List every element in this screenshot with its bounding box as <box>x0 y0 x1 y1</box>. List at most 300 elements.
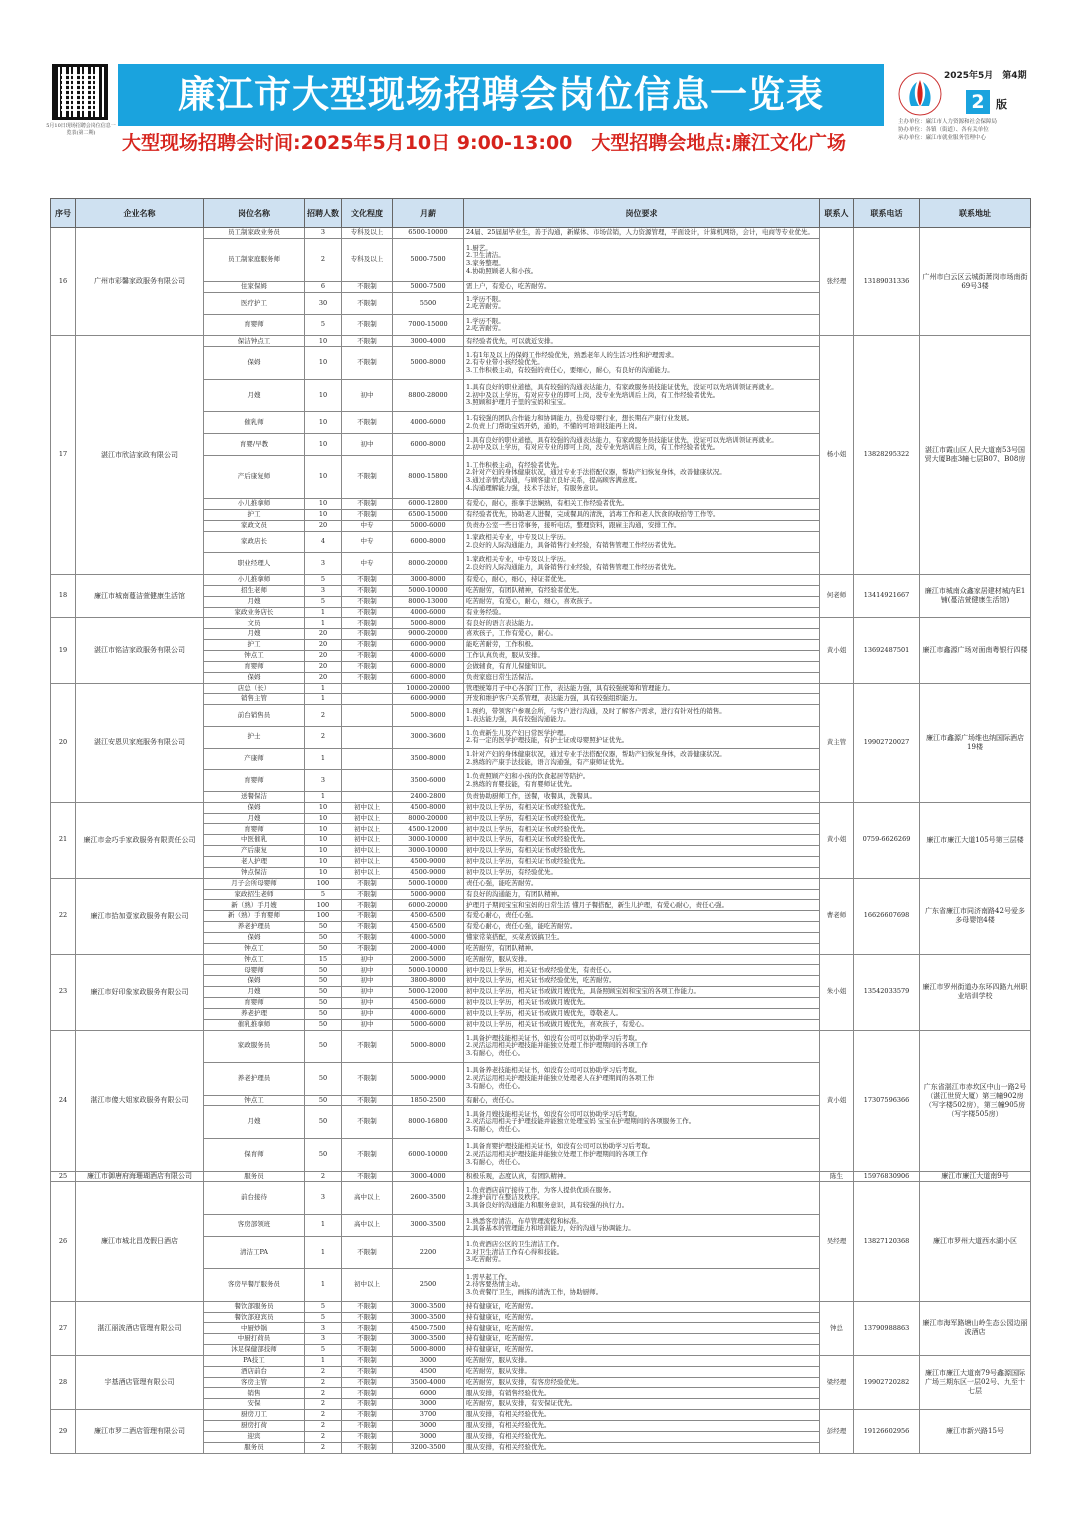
page-title: 廉江市大型现场招聘会岗位信息一览表 <box>118 64 884 126</box>
contact-phone: 19902720282 <box>854 1355 920 1409</box>
company-name: 湛江丽波酒店管理有限公司 <box>76 1301 204 1355</box>
requirement-line: 初中及以上学历，有相关证书或经验优先。 <box>466 824 590 833</box>
company-name: 宇基酒店管理有限公司 <box>76 1355 204 1409</box>
position-name: 母婴师 <box>204 965 305 976</box>
logo-icon <box>897 72 943 116</box>
contact-address: 廉江市廉江大道南79号鑫源国际广场三期东区一层02号、九至十七层 <box>920 1355 1031 1409</box>
hiring-count: 1 <box>305 607 342 618</box>
contact-phone: 0759-6626269 <box>854 802 920 878</box>
hiring-count: 2 <box>305 705 342 727</box>
monthly-salary: 2000-5000 <box>393 954 464 965</box>
monthly-salary: 3000-3500 <box>393 1214 464 1236</box>
hiring-count: 50 <box>305 1008 342 1019</box>
education-level: 不限制 <box>342 878 393 889</box>
hiring-count: 3 <box>305 1182 342 1215</box>
position-name: 育婴师 <box>204 661 305 672</box>
monthly-salary: 4500-8000 <box>393 802 464 813</box>
requirement-line: 2.卫生清洁。 <box>466 251 505 260</box>
education-level: 高中以上 <box>342 1214 393 1236</box>
organizers <box>898 118 997 142</box>
contact-address: 廉江市罗州大道西水湖小区 <box>920 1182 1031 1301</box>
page-header <box>0 0 1080 170</box>
requirement-line: 1.有1年及以上的保姆工作经验优先，熟悉老年人的生活习性和护理需求。 <box>466 350 678 359</box>
monthly-salary: 5500 <box>393 293 464 315</box>
position-name: 前台接待 <box>204 1182 305 1215</box>
education-level: 不限制 <box>342 1334 393 1345</box>
monthly-salary: 2600-3500 <box>393 1182 464 1215</box>
company-number: 23 <box>51 954 76 1030</box>
requirement-line: 有爱心耐心，责任心强。 <box>466 911 538 920</box>
monthly-salary: 2400-2800 <box>393 791 464 802</box>
hiring-count: 2 <box>305 238 342 281</box>
requirement-line: 1.熟悉客房清洁，布草管理流程和标准。 <box>466 1216 583 1225</box>
education-level: 初中 <box>342 976 393 987</box>
hiring-count: 5 <box>305 596 342 607</box>
education-level: 不限制 <box>342 650 393 661</box>
hiring-count: 20 <box>305 640 342 651</box>
education-level: 不限制 <box>342 1442 393 1453</box>
education-level: 不限制 <box>342 293 393 315</box>
hiring-count: 5 <box>305 889 342 900</box>
requirement-line: 服从安排，有相关经验优先。 <box>466 1431 551 1440</box>
hiring-count: 3 <box>305 770 342 792</box>
contact-phone: 13414921667 <box>854 575 920 618</box>
hiring-count: 2 <box>305 1442 342 1453</box>
hiring-count: 1 <box>305 1214 342 1236</box>
contact-address: 廉江市鑫源广场对面南粤银行四楼 <box>920 618 1031 683</box>
requirement-line: 2.有一定的医学护理技能，有护士证或母婴照护证优先。 <box>466 736 629 745</box>
position-name: 产后康复 <box>204 846 305 857</box>
requirement-line: 服从安排，有相关经验优先。 <box>466 1442 551 1451</box>
position-requirements <box>464 900 820 911</box>
education-level: 初中 <box>342 965 393 976</box>
position-name: 医疗护工 <box>204 293 305 315</box>
education-level: 不限制 <box>342 510 393 521</box>
contact-address: 湛江市霞山区人民大道南53号国贸大厦B座3幢七层B07、B08房 <box>920 336 1031 575</box>
hiring-count: 10 <box>305 455 342 498</box>
hiring-count: 2 <box>305 1431 342 1442</box>
hiring-count: 10 <box>305 412 342 434</box>
position-name: 家政招生老师 <box>204 889 305 900</box>
organizer-line: 协办单位：各镇（街道）、各有关单位 <box>898 127 989 133</box>
position-name: 催乳师 <box>204 412 305 434</box>
hiring-count: 1 <box>305 791 342 802</box>
monthly-salary: 3800-8000 <box>393 976 464 987</box>
education-level: 初中 <box>342 997 393 1008</box>
position-requirements <box>464 997 820 1008</box>
education-level: 不限制 <box>342 943 393 954</box>
monthly-salary: 8000-15800 <box>393 455 464 498</box>
monthly-salary: 5000-7500 <box>393 282 464 293</box>
table-row <box>51 1301 1031 1312</box>
contact-phone: 19902720027 <box>854 683 920 802</box>
position-requirements <box>464 412 820 434</box>
education-level: 不限制 <box>342 1399 393 1410</box>
education-level: 不限制 <box>342 1377 393 1388</box>
position-requirements <box>464 943 820 954</box>
requirement-line: 吃苦耐劳，有爱心，耐心，细心，喜欢孩子。 <box>466 596 596 605</box>
contact-phone: 15976830906 <box>854 1171 920 1182</box>
position-name: 厨房刀工 <box>204 1410 305 1421</box>
monthly-salary: 6000-20000 <box>393 900 464 911</box>
contact-address: 廉江市新兴路15号 <box>920 1410 1031 1453</box>
position-name: 月嫂 <box>204 813 305 824</box>
requirement-line: 2.有专业带小孩经验优先。 <box>466 358 544 367</box>
position-requirements <box>464 575 820 586</box>
requirement-line: 初中及以上学历，相关证书或做月嫂优先，具备照顾宝妈和宝宝的各项工作能力。 <box>466 987 700 996</box>
position-name: 催乳推拿师 <box>204 1019 305 1030</box>
monthly-salary: 3000 <box>393 1420 464 1431</box>
position-name: 钟点保洁 <box>204 867 305 878</box>
requirement-line: 吃苦耐劳，有团队精神，有经验者优先。 <box>466 586 583 595</box>
contact-address: 广东省廉江市同济南路42号爱多多母婴馆4楼 <box>920 878 1031 954</box>
position-name: 月嫂 <box>204 987 305 998</box>
table-row <box>51 336 1031 347</box>
position-requirements <box>464 824 820 835</box>
education-level <box>342 748 393 770</box>
monthly-salary: 8800-28000 <box>393 379 464 412</box>
requirement-line: 1.具备育婴护理技能相关证书，如没有公司可以协助学习后考取。 <box>466 1142 655 1151</box>
hiring-count: 10 <box>305 379 342 412</box>
table-row <box>51 878 1031 889</box>
monthly-salary: 3000-8000 <box>393 575 464 586</box>
education-level: 不限制 <box>342 1410 393 1421</box>
position-requirements <box>464 1214 820 1236</box>
hiring-count: 100 <box>305 878 342 889</box>
monthly-salary: 4500-7500 <box>393 1323 464 1334</box>
monthly-salary: 4500-6000 <box>393 997 464 1008</box>
column-header: 岗位名称 <box>204 199 305 228</box>
education-level: 初中以上 <box>342 867 393 878</box>
hiring-count: 50 <box>305 1063 342 1096</box>
position-requirements <box>464 791 820 802</box>
position-name: 保姆 <box>204 672 305 683</box>
position-name: 产康师 <box>204 748 305 770</box>
contact-phone: 16626607698 <box>854 878 920 954</box>
contact-person: 张经理 <box>820 228 854 336</box>
position-requirements <box>464 835 820 846</box>
education-level: 不限制 <box>342 412 393 434</box>
company-name: 湛江市铭洁家政服务有限公司 <box>76 618 204 683</box>
position-requirements <box>464 748 820 770</box>
position-name: 育婴师 <box>204 770 305 792</box>
position-name: 服务员 <box>204 1442 305 1453</box>
contact-person: 曹老师 <box>820 878 854 954</box>
column-header: 文化程度 <box>342 199 393 228</box>
position-requirements <box>464 672 820 683</box>
contact-address: 廉江市罗州街道办东环四路九州职业培训学校 <box>920 954 1031 1030</box>
requirement-line: 1.家政相关专业，中专及以上学历。 <box>466 533 570 542</box>
position-requirements <box>464 336 820 347</box>
education-level <box>342 770 393 792</box>
company-number: 27 <box>51 1301 76 1355</box>
position-name: 店总（长） <box>204 683 305 694</box>
position-requirements <box>464 1410 820 1421</box>
contact-phone: 19126602956 <box>854 1410 920 1453</box>
column-header: 企业名称 <box>76 199 204 228</box>
monthly-salary: 5000-7500 <box>393 238 464 281</box>
monthly-salary: 1850-2500 <box>393 1095 464 1106</box>
hiring-count: 6 <box>305 282 342 293</box>
position-name: 家政文员 <box>204 520 305 531</box>
requirement-line: 有经验者优先，协助老人进餐，完成餐具的清洗，消毒工作和老人饮食的收拾等工作等。 <box>466 510 720 519</box>
hiring-count: 3 <box>305 553 342 575</box>
position-name: 钟点工 <box>204 1095 305 1106</box>
education-level: 不限制 <box>342 1171 393 1182</box>
monthly-salary: 3500-4000 <box>393 1377 464 1388</box>
table-row <box>51 1410 1031 1421</box>
position-requirements <box>464 293 820 315</box>
position-requirements <box>464 1171 820 1182</box>
hiring-count: 2 <box>305 1366 342 1377</box>
requirement-line: 2.灵活运用相关护理技能并能独立处理工作护理期间的各项工作 <box>466 1149 648 1158</box>
requirement-line: 初中及以上学历，相关证书或经验优先，吃苦耐劳。 <box>466 976 616 985</box>
requirement-line: 初中及以上学历，有相关证书或经验优先。 <box>466 813 590 822</box>
monthly-salary: 2500 <box>393 1269 464 1302</box>
position-name: 客房早餐厅服务员 <box>204 1269 305 1302</box>
requirement-line: 1.具有良好的职业道德，具有较强的沟通表达能力，有家政服务员技能证优先，没证可以先培训领证再就业。 <box>466 383 778 392</box>
position-requirements <box>464 650 820 661</box>
requirement-line: 能吃苦耐劳，工作积极。 <box>466 640 538 649</box>
education-level: 初中以上 <box>342 802 393 813</box>
monthly-salary: 8000-20000 <box>393 813 464 824</box>
contact-person: 黄小姐 <box>820 618 854 683</box>
requirement-line: 1.学历不限。 <box>466 316 505 325</box>
monthly-salary: 3000-3600 <box>393 726 464 748</box>
company-number: 22 <box>51 878 76 954</box>
education-level: 初中以上 <box>342 813 393 824</box>
hiring-count: 10 <box>305 434 342 456</box>
position-requirements <box>464 1420 820 1431</box>
monthly-salary: 6000-10000 <box>393 1138 464 1171</box>
requirement-line: 负责协助厨师工作，送餐，收餐具，洗餐具。 <box>466 792 596 801</box>
requirement-line: 初中及以上学历，有相关证书或经验优先。 <box>466 802 590 811</box>
requirement-line: 服从安排，有相关经验优先。 <box>466 1421 551 1430</box>
position-name: 沐足保健部技师 <box>204 1345 305 1356</box>
position-requirements <box>464 510 820 521</box>
hiring-count: 5 <box>305 575 342 586</box>
column-header: 联系地址 <box>920 199 1031 228</box>
position-requirements <box>464 379 820 412</box>
requirement-line: 3.吃苦耐劳。 <box>466 1255 505 1264</box>
education-level: 不限制 <box>342 1312 393 1323</box>
monthly-salary: 6000-8000 <box>393 434 464 456</box>
education-level: 中专 <box>342 531 393 553</box>
position-requirements <box>464 1063 820 1096</box>
position-name: 育婴师 <box>204 997 305 1008</box>
monthly-salary: 5000-8000 <box>393 618 464 629</box>
education-level: 初中 <box>342 954 393 965</box>
requirement-line: 初中及以上学历，有经验优先。 <box>466 867 557 876</box>
position-requirements <box>464 802 820 813</box>
hiring-count: 5 <box>305 314 342 336</box>
qr-code-image <box>52 64 108 120</box>
hiring-count: 5 <box>305 1301 342 1312</box>
position-requirements <box>464 347 820 380</box>
requirement-line: 2.初中及以上学历，有对应专业的即可上岗，没专业先培训后上岗，有工作经验者优先。 <box>466 390 720 399</box>
hiring-count: 10 <box>305 802 342 813</box>
position-name: 招生老师 <box>204 585 305 596</box>
monthly-salary: 5000-9000 <box>393 1063 464 1096</box>
position-requirements <box>464 553 820 575</box>
position-name: 钟点工 <box>204 954 305 965</box>
hiring-count: 3 <box>305 1334 342 1345</box>
hiring-count: 10 <box>305 857 342 868</box>
monthly-salary: 5000-10000 <box>393 878 464 889</box>
hiring-count: 20 <box>305 672 342 683</box>
contact-address: 廉江市海军路塘山岭生态公园边丽波酒店 <box>920 1301 1031 1355</box>
hiring-count: 50 <box>305 922 342 933</box>
education-level: 不限制 <box>342 1106 393 1139</box>
monthly-salary: 4500-6500 <box>393 911 464 922</box>
position-requirements <box>464 596 820 607</box>
position-name: 育婴师 <box>204 314 305 336</box>
position-requirements <box>464 1301 820 1312</box>
page-number: 2 <box>966 90 990 114</box>
education-level: 不限制 <box>342 1301 393 1312</box>
hiring-count: 10 <box>305 846 342 857</box>
monthly-salary: 6000-8000 <box>393 661 464 672</box>
monthly-salary: 8000-16800 <box>393 1106 464 1139</box>
requirement-line: 有业务经验。 <box>466 607 505 616</box>
hiring-count: 3 <box>305 228 342 239</box>
company-name: 湛江市傻大姐家政服务有限公司 <box>76 1030 204 1171</box>
position-requirements <box>464 1345 820 1356</box>
contact-person: 梁经理 <box>820 1355 854 1409</box>
company-number: 16 <box>51 228 76 336</box>
position-requirements <box>464 228 820 239</box>
position-requirements <box>464 867 820 878</box>
company-number: 20 <box>51 683 76 802</box>
contact-phone: 13827120368 <box>854 1182 920 1301</box>
position-name: 安保 <box>204 1399 305 1410</box>
education-level: 不限制 <box>342 1366 393 1377</box>
requirement-line: 吃苦耐劳，服从安排，有安保证优先。 <box>466 1399 577 1408</box>
requirement-line: 3.有耐心，责任心。 <box>466 1081 525 1090</box>
position-name: 月嫂 <box>204 379 305 412</box>
requirement-line: 负责家庭日常生活保洁。 <box>466 672 538 681</box>
requirement-line: 初中及以上学历，相关证书或经验优先，有责任心。 <box>466 965 616 974</box>
organizer-line: 主办单位：廉江市人力资源和社会保障局 <box>898 119 998 125</box>
education-level: 不限制 <box>342 889 393 900</box>
hiring-count: 50 <box>305 965 342 976</box>
company-number: 18 <box>51 575 76 618</box>
requirement-line: 2.对卫生清洁工作有心得和技能。 <box>466 1247 564 1256</box>
requirement-line: 懂家常菜搭配，买菜煮饭搞卫生。 <box>466 933 564 942</box>
position-name: 护工 <box>204 510 305 521</box>
contact-address: 廉江市廉江大道南9号 <box>920 1171 1031 1182</box>
position-name: 养老护理员 <box>204 922 305 933</box>
position-requirements <box>464 770 820 792</box>
contact-person: 钟总 <box>820 1301 854 1355</box>
position-name: 月嫂 <box>204 1106 305 1139</box>
qr-caption: 5月10日现场招聘会岗位信息一览表(第二期) <box>46 123 116 136</box>
hiring-count: 50 <box>305 943 342 954</box>
monthly-salary: 8000-13000 <box>393 596 464 607</box>
hiring-count: 50 <box>305 1095 342 1106</box>
column-header: 联系人 <box>820 199 854 228</box>
monthly-salary: 2000-4000 <box>393 943 464 954</box>
requirement-line: 4.沟通理解能力强，技术手法好，有服务意识。 <box>466 483 603 492</box>
table-row <box>51 1030 1031 1063</box>
monthly-salary: 3000-3500 <box>393 1312 464 1323</box>
contact-person: 黄小姐 <box>820 802 854 878</box>
contact-address: 廉江市城南众鑫家居建材城内E1铺(蔓洁萱健康生活馆) <box>920 575 1031 618</box>
contact-phone: 13790988863 <box>854 1301 920 1355</box>
hiring-count: 2 <box>305 1420 342 1431</box>
requirement-line: 初中及以上学历，相关证书或做月嫂优先。 <box>466 998 590 1007</box>
position-name: 月嫂 <box>204 596 305 607</box>
company-number: 17 <box>51 336 76 575</box>
position-requirements <box>464 683 820 694</box>
position-name: 职业经理人 <box>204 553 305 575</box>
requirement-line: 需上户，有爱心，吃苦耐劳。 <box>466 282 551 291</box>
column-header: 序号 <box>51 199 76 228</box>
requirement-line: 吃苦耐劳，服从安排。 <box>466 1366 531 1375</box>
education-level: 不限制 <box>342 1063 393 1096</box>
requirement-line: 吃苦耐劳，服从安排。 <box>466 954 531 963</box>
hiring-count: 1 <box>305 694 342 705</box>
position-name: 护士 <box>204 726 305 748</box>
monthly-salary: 3000 <box>393 1399 464 1410</box>
hiring-count: 3 <box>305 1323 342 1334</box>
company-name: 湛江市欣洁家政有限公司 <box>76 336 204 575</box>
position-name: 清洁工PA <box>204 1236 305 1269</box>
requirement-line: 持有健康证，吃苦耐劳。 <box>466 1334 538 1343</box>
monthly-salary: 6000-8000 <box>393 672 464 683</box>
company-number: 26 <box>51 1182 76 1301</box>
contact-person: 朱小姐 <box>820 954 854 1030</box>
event-time-location: 大型现场招聘会时间:2025年5月10日 9:00-13:00 大型招聘会地点:廉江文化广场 <box>122 132 846 154</box>
requirement-line: 2.灵活运用相关子护理技能并能独立处理宝妈 宝宝在护理期间的各项服务工作。 <box>466 1117 696 1126</box>
requirement-line: 3.负责餐厅卫生，画拣的清洗工作，协助厨师。 <box>466 1287 603 1296</box>
education-level: 初中以上 <box>342 835 393 846</box>
position-requirements <box>464 965 820 976</box>
position-requirements <box>464 1323 820 1334</box>
requirement-line: 2.具备基本的管理能力和培训能力，好的沟通与协调能力。 <box>466 1224 635 1233</box>
hiring-count: 5 <box>305 1312 342 1323</box>
hiring-count: 10 <box>305 867 342 878</box>
position-requirements <box>464 1442 820 1453</box>
position-name: 餐饮部迎宾员 <box>204 1312 305 1323</box>
requirement-line: 有经验者优先，可以就近安排。 <box>466 336 557 345</box>
table-row <box>51 1355 1031 1366</box>
position-requirements <box>464 726 820 748</box>
position-name: 家政服务员 <box>204 1030 305 1063</box>
position-requirements <box>464 282 820 293</box>
requirement-line: 负责办公室一些日常事务，接听电话，整理资料，跟雇主沟通，安排工作。 <box>466 520 681 529</box>
contact-phone: 13828295322 <box>854 336 920 575</box>
requirement-line: 1.具备月嫂技能相关证书，如没有公司可以协助学习后考取。 <box>466 1109 642 1118</box>
monthly-salary: 5000-8000 <box>393 1030 464 1063</box>
position-requirements <box>464 922 820 933</box>
hiring-count: 1 <box>305 1269 342 1302</box>
requirement-line: 吃苦耐劳，服从安排。 <box>466 1356 531 1365</box>
company-name: 湛江安恩贝家庭服务有限公司 <box>76 683 204 802</box>
position-name: 保姆 <box>204 932 305 943</box>
position-requirements <box>464 1236 820 1269</box>
organizer-line: 承办单位：廉江市就业服务管理中心 <box>898 135 987 141</box>
requirement-line: 持有健康证，吃苦耐劳。 <box>466 1345 538 1354</box>
requirement-line: 2.熟练的产康手法技能，语言沟通强，有产康师证优先。 <box>466 757 629 766</box>
education-level: 不限制 <box>342 314 393 336</box>
requirement-line: 服从安排，有相关经验优先。 <box>466 1410 551 1419</box>
monthly-salary: 5000-10000 <box>393 585 464 596</box>
contact-person: 黄主管 <box>820 683 854 802</box>
education-level: 不限制 <box>342 1355 393 1366</box>
position-name: 月子会所母婴师 <box>204 878 305 889</box>
position-requirements <box>464 987 820 998</box>
